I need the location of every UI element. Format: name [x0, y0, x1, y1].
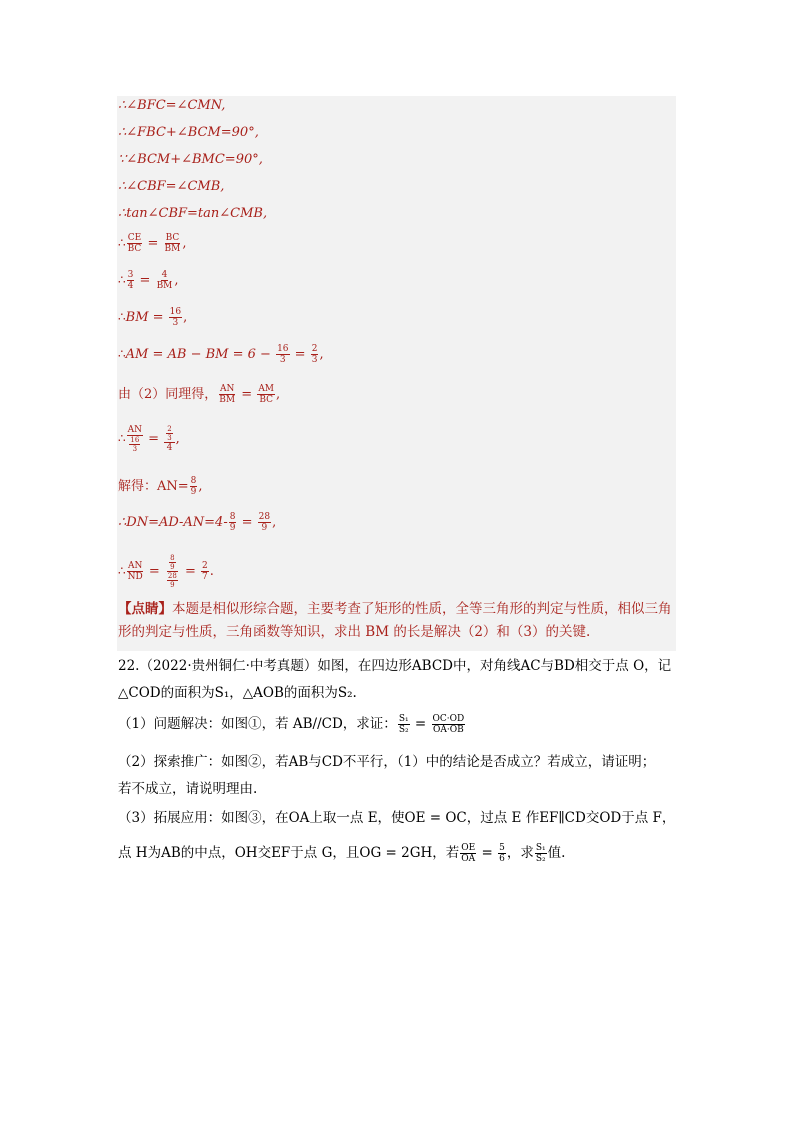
solution-line-4: ∴∠CBF=∠CMB,	[118, 179, 225, 194]
problem-part-2-line-2: 若不成立，请说明理由.	[118, 781, 258, 797]
solution-line-8: ∴BM = $\frac{16}{3}$ ,	[118, 307, 188, 328]
problem-part-2-line-1: （2）探索推广：如图②，若AB与CD不平行，（1）中的结论是否成立？若成立，请证明；	[118, 754, 656, 770]
comment-text: 本题是相似形综合题，主要考查了矩形的性质，全等三角形的判定与性质，相似三角形的判定与性质，三角函数等知识，求出 BM 的长是解决（2）和（3）的关键.	[118, 601, 672, 640]
solution-line-11: ∴ $\frac{AN}{\frac{16}{3}}$ = $\frac{\frac{2}{3}}{4}$ ,	[118, 425, 180, 453]
comment-tag: 【点睛】	[118, 601, 172, 617]
problem-part-1: （1）问题解决：如图①，若 AB//CD，求证： $\frac{\text{S₁}}{\text{S₂}}$ = $\frac{OC\cdot OD}{OA\cdot OB}$	[118, 714, 465, 735]
solution-line-13: ∴DN=AD-AN=4- $\frac{8}{9}$ = $\frac{28}{9}$ ,	[118, 512, 277, 533]
problem-part-3-line-1: （3）拓展应用：如图③，在OA上取一点 E，使OE = OC，过点 E 作EF∥CD交OD于点 F，	[118, 810, 676, 826]
solution-line-7: ∴ $\frac{3}{4}$ = $\frac{4}{BM}$ ,	[118, 270, 179, 291]
solution-line-6: ∴ $\frac{CE}{BC}$ = $\frac{BC}{BM}$ ,	[118, 233, 187, 254]
solution-line-3: ∵∠BCM+∠BMC=90°,	[118, 152, 263, 167]
comment-block	[118, 598, 678, 644]
solution-line-14: ∴ $\frac{AN}{ND}$ = $\frac{\frac{8}{9}}{\frac{28}{9}}$ = $\frac{2}{7}$ .	[118, 554, 214, 589]
solution-line-1: ∴∠BFC=∠CMN,	[118, 98, 226, 113]
solution-line-12: 解得：AN= $\frac{8}{9}$ ,	[118, 476, 203, 497]
solution-line-5: ∴tan∠CBF=tan∠CMB,	[118, 206, 268, 221]
solution-line-2: ∴∠FBC+∠BCM=90°,	[118, 125, 259, 140]
problem-intro-line-1: 22.（2022·贵州铜仁·中考真题）如图，在四边形ABCD中，对角线AC与BD相交于点 O，记	[118, 658, 672, 674]
problem-part-3-line-2: 点 H为AB的中点，OH交EF于点 G，且OG = 2GH，若 $\frac{OE}{OA}$ = $\frac{5}{6}$ ，求 $\frac{\text{S₁}}{\text{S₂}}$ 值.	[118, 843, 566, 864]
problem-intro-line-2: △COD的面积为S₁，△AOB的面积为S₂.	[118, 685, 357, 701]
solution-line-10: 由（2）同理得， $\frac{AN}{BM}$ = $\frac{AM}{BC}$ ,	[118, 384, 281, 405]
solution-line-9: ∴AM = AB − BM = 6 − $\frac{16}{3}$ = $\frac{2}{3}$ ,	[118, 344, 324, 365]
